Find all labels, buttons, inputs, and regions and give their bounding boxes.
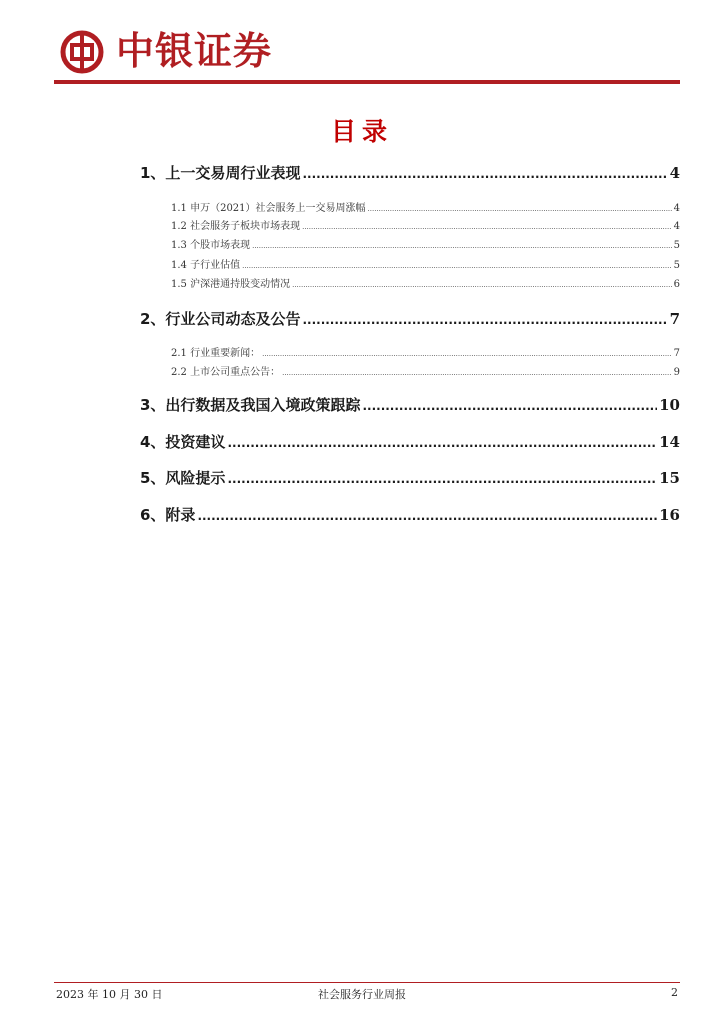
toc-entry-page: 5 — [673, 260, 680, 271]
toc-entry-2-1[interactable] — [171, 344, 680, 359]
footer-report-name: 社会服务行业周报 — [318, 988, 406, 1001]
toc-entry-label: 6、附录 — [140, 506, 196, 524]
dot-leader — [292, 281, 672, 289]
toc-entry-label: 2、行业公司动态及公告 — [140, 310, 301, 328]
toc-entry-3[interactable] — [140, 394, 680, 415]
toc-entry-page: 5 — [673, 240, 680, 251]
toc-entry-label: 1.3 个股市场表现 — [171, 240, 251, 251]
dot-leader — [368, 205, 672, 213]
toc-entry-page: 4 — [673, 221, 680, 232]
toc-entry-1-4[interactable] — [171, 256, 680, 271]
dot-leader — [227, 436, 657, 450]
dot-leader — [302, 223, 672, 231]
toc-entry-page: 10 — [659, 396, 680, 414]
toc-entry-label: 2.2 上市公司重点公告： — [171, 367, 281, 378]
toc-entry-label: 5、风险提示 — [140, 469, 226, 487]
toc-entry-label: 2.1 行业重要新闻： — [171, 348, 261, 359]
page-header — [54, 26, 680, 82]
footer-divider — [54, 982, 680, 983]
toc-entry-label: 3、出行数据及我国入境政策跟踪 — [140, 396, 361, 414]
dot-leader — [262, 350, 672, 358]
toc-entry-label: 1.1 申万（2021）社会服务上一交易周涨幅 — [171, 203, 366, 214]
dot-leader — [252, 242, 672, 250]
footer-page-number: 2 — [671, 986, 678, 999]
toc-entry-6[interactable] — [140, 504, 680, 525]
toc-title: 目录 — [330, 117, 393, 146]
header-divider — [54, 80, 680, 84]
footer-date: 2023 年 10 月 30 日 — [56, 988, 163, 1001]
toc-entry-page: 16 — [659, 506, 680, 524]
toc-entry-1-2[interactable] — [171, 217, 680, 232]
toc-entry-page: 14 — [659, 433, 680, 451]
brand-name: 中银证券 — [116, 28, 273, 73]
dot-leader — [302, 313, 667, 327]
toc-entry-page: 4 — [669, 164, 680, 182]
toc-entry-label: 1.5 沪深港通持股变动情况 — [171, 279, 291, 290]
toc-entry-1-5[interactable] — [171, 275, 680, 290]
toc-entry-label: 1.2 社会服务子板块市场表现 — [171, 221, 301, 232]
toc-entry-4[interactable] — [140, 431, 680, 452]
toc-entry-page: 6 — [673, 279, 680, 290]
toc-entry-page: 7 — [669, 310, 680, 328]
toc-entry-2-2[interactable] — [171, 363, 680, 378]
toc-entry-page: 9 — [673, 367, 680, 378]
dot-leader — [197, 509, 657, 523]
toc-entry-label: 4、投资建议 — [140, 433, 226, 451]
toc-entry-1-1[interactable] — [171, 199, 680, 214]
toc-entry-label: 1.4 子行业估值 — [171, 260, 241, 271]
toc-entry-page: 4 — [673, 203, 680, 214]
dot-leader — [242, 262, 672, 270]
dot-leader — [362, 399, 657, 413]
dot-leader — [227, 472, 657, 486]
toc-entry-5[interactable] — [140, 467, 680, 488]
toc-entry-2[interactable] — [140, 308, 680, 329]
toc-entry-page: 7 — [673, 348, 680, 359]
bank-of-china-logo-icon — [60, 30, 104, 74]
toc-entry-1-3[interactable] — [171, 236, 680, 251]
toc-entry-1[interactable] — [140, 162, 680, 183]
toc-entry-page: 15 — [659, 469, 680, 487]
toc-entry-label: 1、上一交易周行业表现 — [140, 164, 301, 182]
dot-leader — [302, 167, 667, 181]
dot-leader — [282, 369, 672, 377]
